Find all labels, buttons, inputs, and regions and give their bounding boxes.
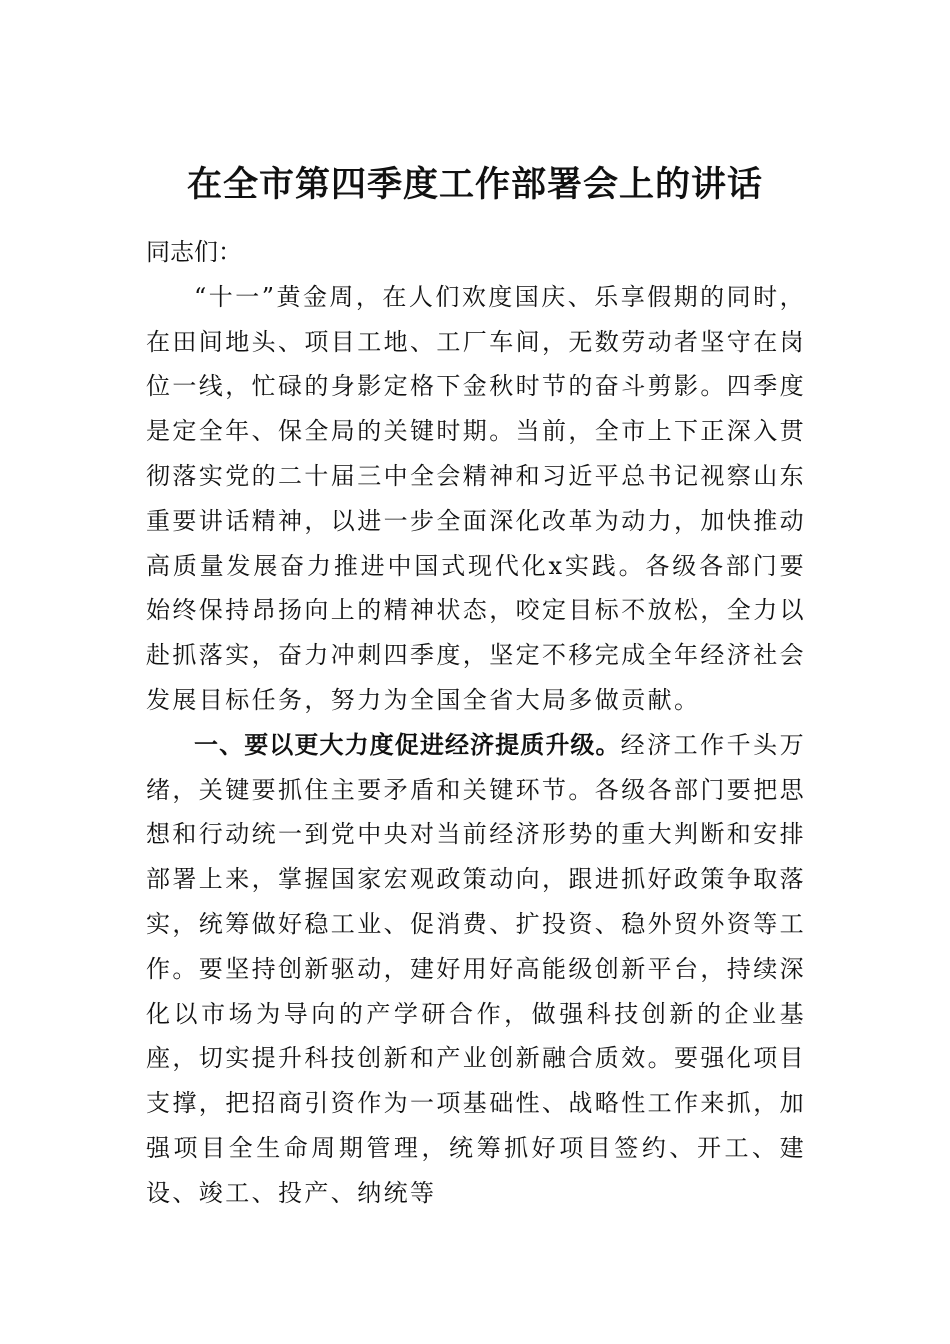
salutation: 同志们： bbox=[146, 238, 242, 266]
paragraph-section-one bbox=[146, 723, 806, 1216]
section-heading: 一、要以更大力度促进经济提质升级。 bbox=[194, 730, 621, 759]
paragraph-text: 经济工作千头万绪，关键要抓住主要矛盾和关键环节。各级各部门要把思想和行动统一到党中央对当前经济形势的重大判断和安排部署上来，掌握国家宏观政策动向，跟进抓好政策争取落实，统筹做好稳工业、促消费、扩投资、稳外贸外资等工作。要坚持创新驱动，建好用好高能级创新平台，持续深化以市场为导向的产学研合作，做强科技创新的企业基座，切实提升科技创新和产业创新融合质效。要强化项目支撑，把招商引资作为一项基础性、战略性工作来抓，加强项目全生命周期管理，统筹抓好项目签约、开工、建设、竣工、投产、纳统等 bbox=[146, 730, 806, 1207]
paragraph-intro bbox=[146, 275, 806, 723]
document-body bbox=[146, 230, 806, 1216]
document-title: 在全市第四季度工作部署会上的讲话 bbox=[186, 164, 763, 205]
paragraph-text: “十一”黄金周，在人们欢度国庆、乐享假期的同时，在田间地头、项目工地、工厂车间，无数劳动者坚守在岗位一线，忙碌的身影定格下金秋时节的奋斗剪影。四季度是定全年、保全局的关键时期。当前，全市上下正深入贯彻落实党的二十届三中全会精神和习近平总书记视察山东重要讲话精神，以进一步全面深化改革为动力，加快推动高质量发展奋力推进中国式现代化x实践。各级各部门要始终保持昂扬向上的精神状态，咬定目标不放松，全力以赴抓落实，奋力冲刺四季度，坚定不移完成全年经济社会发展目标任务，努力为全国全省大局多做贡献。 bbox=[146, 282, 806, 714]
